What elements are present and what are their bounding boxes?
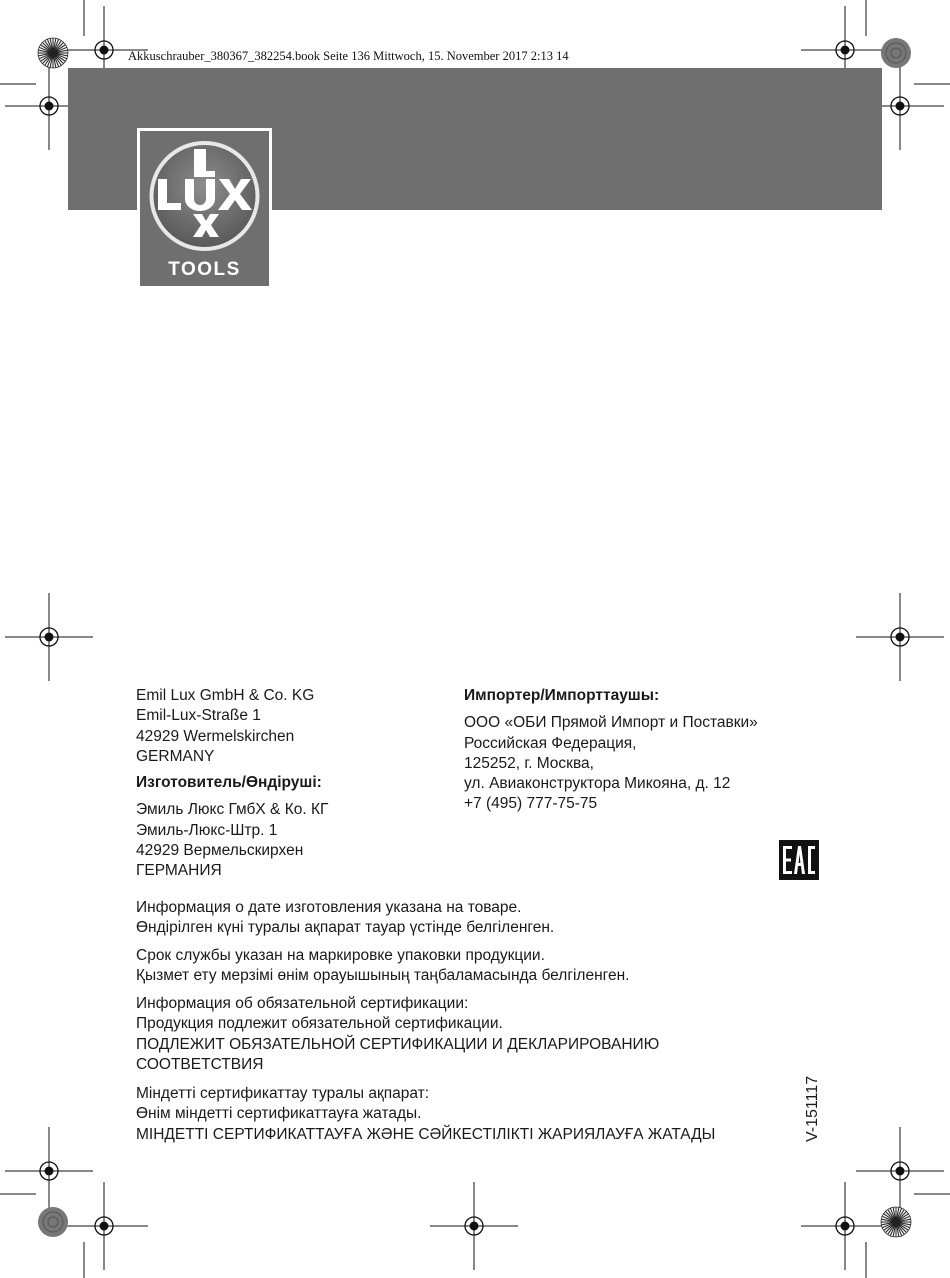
info-line: Өндірілген күні туралы ақпарат тауар үстінде белгіленген. bbox=[136, 919, 555, 937]
manufacturer-line-ru: ГЕРМАНИЯ bbox=[136, 862, 222, 880]
manufacturer-heading: Изготовитель/Өндіруші: bbox=[136, 774, 322, 792]
importer-line: 125252, г. Москва, bbox=[464, 754, 594, 772]
importer-line: +7 (495) 777-75-75 bbox=[464, 795, 598, 813]
manufacturer-line: GERMANY bbox=[136, 747, 215, 765]
info-line: ПОДЛЕЖИТ ОБЯЗАТЕЛЬНОЙ СЕРТИФИКАЦИИ И ДЕКЛАРИРОВАНИЮ bbox=[136, 1035, 660, 1053]
info-line: МІНДЕТТІ СЕРТИФИКАТТАУҒА ЖӘНЕ СӘЙКЕСТІЛІКТІ ЖАРИЯЛАУҒА ЖАТАДЫ bbox=[136, 1125, 716, 1143]
manufacturer-block bbox=[136, 686, 456, 882]
manufacturer-line: Emil-Lux-Straße 1 bbox=[136, 707, 261, 725]
manufacturer-line: Emil Lux GmbH & Co. KG bbox=[136, 687, 315, 704]
book-file-info: Akkuschrauber_380367_382254.book Seite 136 Mittwoch, 15. November 2017 2:13 14 bbox=[128, 49, 569, 63]
document-version: V-151117 bbox=[804, 1075, 821, 1142]
manufacturer-line: 42929 Wermelskirchen bbox=[136, 727, 295, 745]
eac-conformity-mark bbox=[779, 840, 819, 880]
lux-logo-emblem bbox=[140, 131, 269, 261]
certification-info-kz bbox=[136, 1084, 796, 1145]
logo-tools-text: TOOLS bbox=[168, 259, 241, 280]
info-line: Продукция подлежит обязательной сертификации. bbox=[136, 1015, 503, 1033]
manufacturer-line-ru: 42929 Вермельскирхен bbox=[136, 842, 304, 860]
info-line: Информация о дате изготовления указана на товаре. bbox=[136, 899, 522, 916]
info-line: Өнім міндетті сертификаттауға жатады. bbox=[136, 1105, 422, 1123]
info-line: Қызмет ету мерзімі өнім орауышының таңбаламасында белгіленген. bbox=[136, 967, 630, 985]
production-date-info bbox=[136, 898, 796, 939]
importer-line: Российская Федерация, bbox=[464, 734, 637, 752]
manufacturer-line-ru: Эмиль-Люкс-Штр. 1 bbox=[136, 821, 278, 839]
importer-line: ул. Авиаконструктора Микояна, д. 12 bbox=[464, 775, 731, 793]
info-line: Срок службы указан на маркировке упаковки продукции. bbox=[136, 947, 545, 964]
importer-line: ООО «ОБИ Прямой Импорт и Поставки» bbox=[464, 714, 758, 732]
lux-tools-logo bbox=[137, 128, 272, 289]
importer-heading: Импортер/Импорттаушы: bbox=[464, 687, 660, 704]
info-line: Информация об обязательной сертификации: bbox=[136, 995, 469, 1012]
info-line: Міндетті сертификаттау туралы ақпарат: bbox=[136, 1085, 430, 1102]
info-line: СООТВЕТСТВИЯ bbox=[136, 1055, 264, 1073]
service-life-info bbox=[136, 946, 796, 987]
manufacturer-line-ru: Эмиль Люкс ГмбХ & Ко. КГ bbox=[136, 801, 329, 819]
certification-info-ru bbox=[136, 994, 796, 1075]
importer-block bbox=[464, 686, 824, 815]
